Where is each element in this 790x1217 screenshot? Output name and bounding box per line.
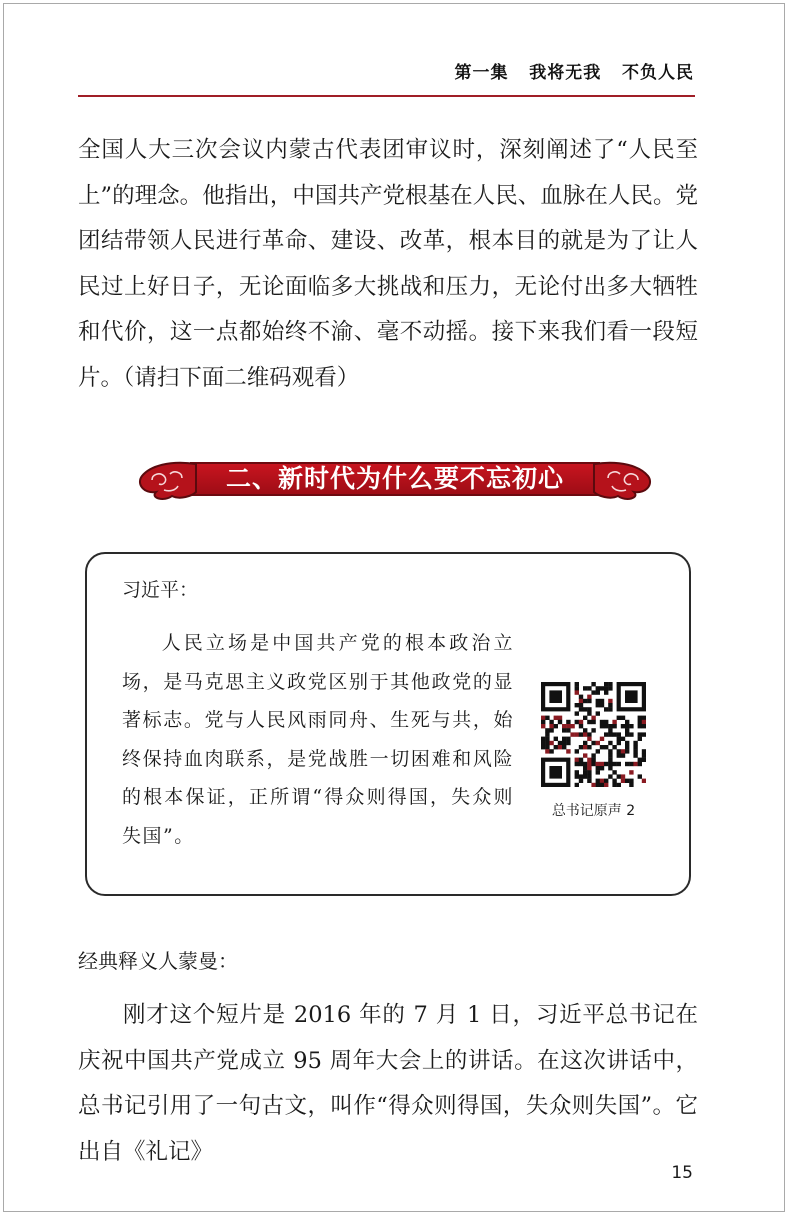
header-subtitle: 不负人民 — [622, 63, 694, 83]
section-banner — [130, 458, 660, 500]
running-header — [454, 58, 694, 83]
header-title: 我将无我 — [529, 63, 602, 83]
header-rule — [78, 95, 695, 97]
qr-caption: 总书记原声 2 — [551, 803, 636, 819]
quote-text — [122, 624, 514, 855]
qr-code-icon[interactable] — [541, 682, 646, 787]
commentary-label: 经典释义人蒙曼： — [78, 949, 238, 973]
page-number: 15 — [671, 1163, 693, 1183]
quote-speaker: 习近平： — [122, 579, 199, 601]
section-banner-title: 二、新时代为什么要不忘初心 — [225, 464, 564, 493]
quote-text-body: 人民立场是中国共产党的根本政治立场，是马克思主义政党区别于其他政党的显著标志。党与人民风雨同舟、生死与共，始终保持血肉联系，是党战胜一切困难和风险的根本保证，正所谓“得众则得国，失众则失国”。 — [122, 632, 514, 847]
header-chapter: 第一集 — [454, 63, 509, 83]
qr-code-graphic — [541, 682, 646, 787]
commentary-paragraph: 刚才这个短片是 2016 年的 7 月 1 日，习近平总书记在庆祝中国共产党成立 95 周年大会上的讲话。在这次讲话中，总书记引用了一句古文，叫作“得众则得国，失众则失国”。它出自《礼记》 — [78, 1002, 698, 1165]
intro-paragraph: 全国人大三次会议内蒙古代表团审议时，深刻阐述了“人民至上”的理念。他指出，中国共产党根基在人民、血脉在人民。党团结带领人民进行革命、建设、改革，根本目的就是为了让人民过上好日子，无论面临多大挑战和压力，无论付出多大牺牲和代价，这一点都始终不渝、毫不动摇。接下来我们看一段短片。（请扫下面二维码观看） — [78, 137, 698, 391]
